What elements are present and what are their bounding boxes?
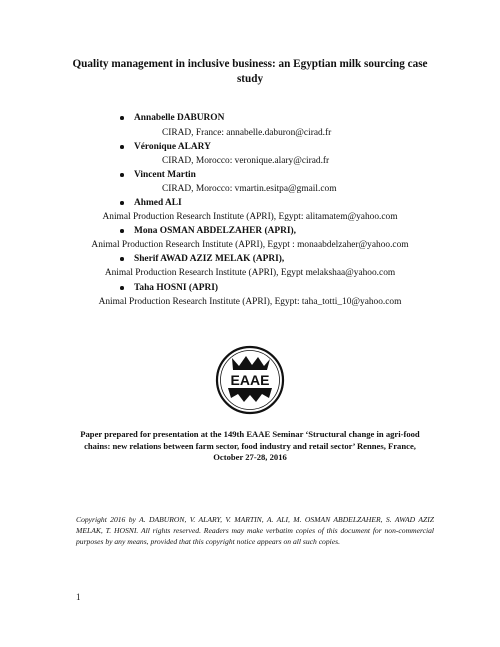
bullet-icon	[134, 170, 142, 178]
logo-text: EAAE	[230, 372, 270, 388]
author-name-4: Ahmed ALI	[134, 198, 182, 208]
author-affiliation-1: CIRAD, France: annabelle.daburon@cirad.fr	[162, 128, 332, 138]
bullet-icon	[134, 226, 142, 234]
bullet-icon	[134, 254, 142, 262]
bullet-icon	[134, 113, 142, 121]
paper-title: Quality management in inclusive business: an Egyptian milk sourcing case study	[72, 58, 428, 85]
author-affiliation-6: Animal Production Research Institute (APRI), Egypt melakshaa@yahoo.com	[104, 268, 396, 278]
author-affiliation-7: Animal Production Research Institute (APRI), Egypt: taha_totti_10@yahoo.com	[98, 297, 402, 307]
eaae-logo-icon	[214, 344, 286, 416]
author-affiliation-3: CIRAD, Morocco: vmartin.esitpa@gmail.com	[162, 184, 337, 194]
prepared-for-note: Paper prepared for presentation at the 149th EAAE Seminar ‘Structural change in agri-food chains: new relations between farm sector, food industry and retail sector’ Rennes, France, October 27-28, 2016	[80, 429, 420, 463]
author-name-3: Vincent Martin	[134, 170, 196, 180]
author-affiliation-4: Animal Production Research Institute (APRI), Egypt: alitamatem@yahoo.com	[102, 212, 398, 222]
bullet-icon	[134, 283, 142, 291]
author-name-6: Sherif AWAD AZIZ MELAK (APRI),	[134, 254, 285, 264]
page-number: 1	[76, 592, 81, 602]
copyright-notice: Copyright 2016 by A. DABURON, V. ALARY, V. MARTIN, A. ALI, M. OSMAN ABDELZAHER, S. AWAD AZIZ MELAK, T. HOSNI. All rights reserved. Readers may make verbatim copies of this document for non-commercial purposes by any means, provided that this copyright notice appears on all such copies.	[76, 515, 434, 546]
author-name-1: Annabelle DABURON	[134, 113, 225, 123]
bullet-icon	[134, 142, 142, 150]
author-name-7: Taha HOSNI (APRI)	[134, 283, 219, 293]
author-name-2: Véronique ALARY	[134, 142, 211, 152]
author-name-5: Mona OSMAN ABDELZAHER (APRI),	[134, 226, 296, 236]
author-affiliation-5: Animal Production Research Institute (APRI), Egypt : monaabdelzaher@yahoo.com	[91, 240, 409, 250]
author-affiliation-2: CIRAD, Morocco: veronique.alary@cirad.fr	[162, 156, 330, 166]
bullet-icon	[134, 198, 142, 206]
